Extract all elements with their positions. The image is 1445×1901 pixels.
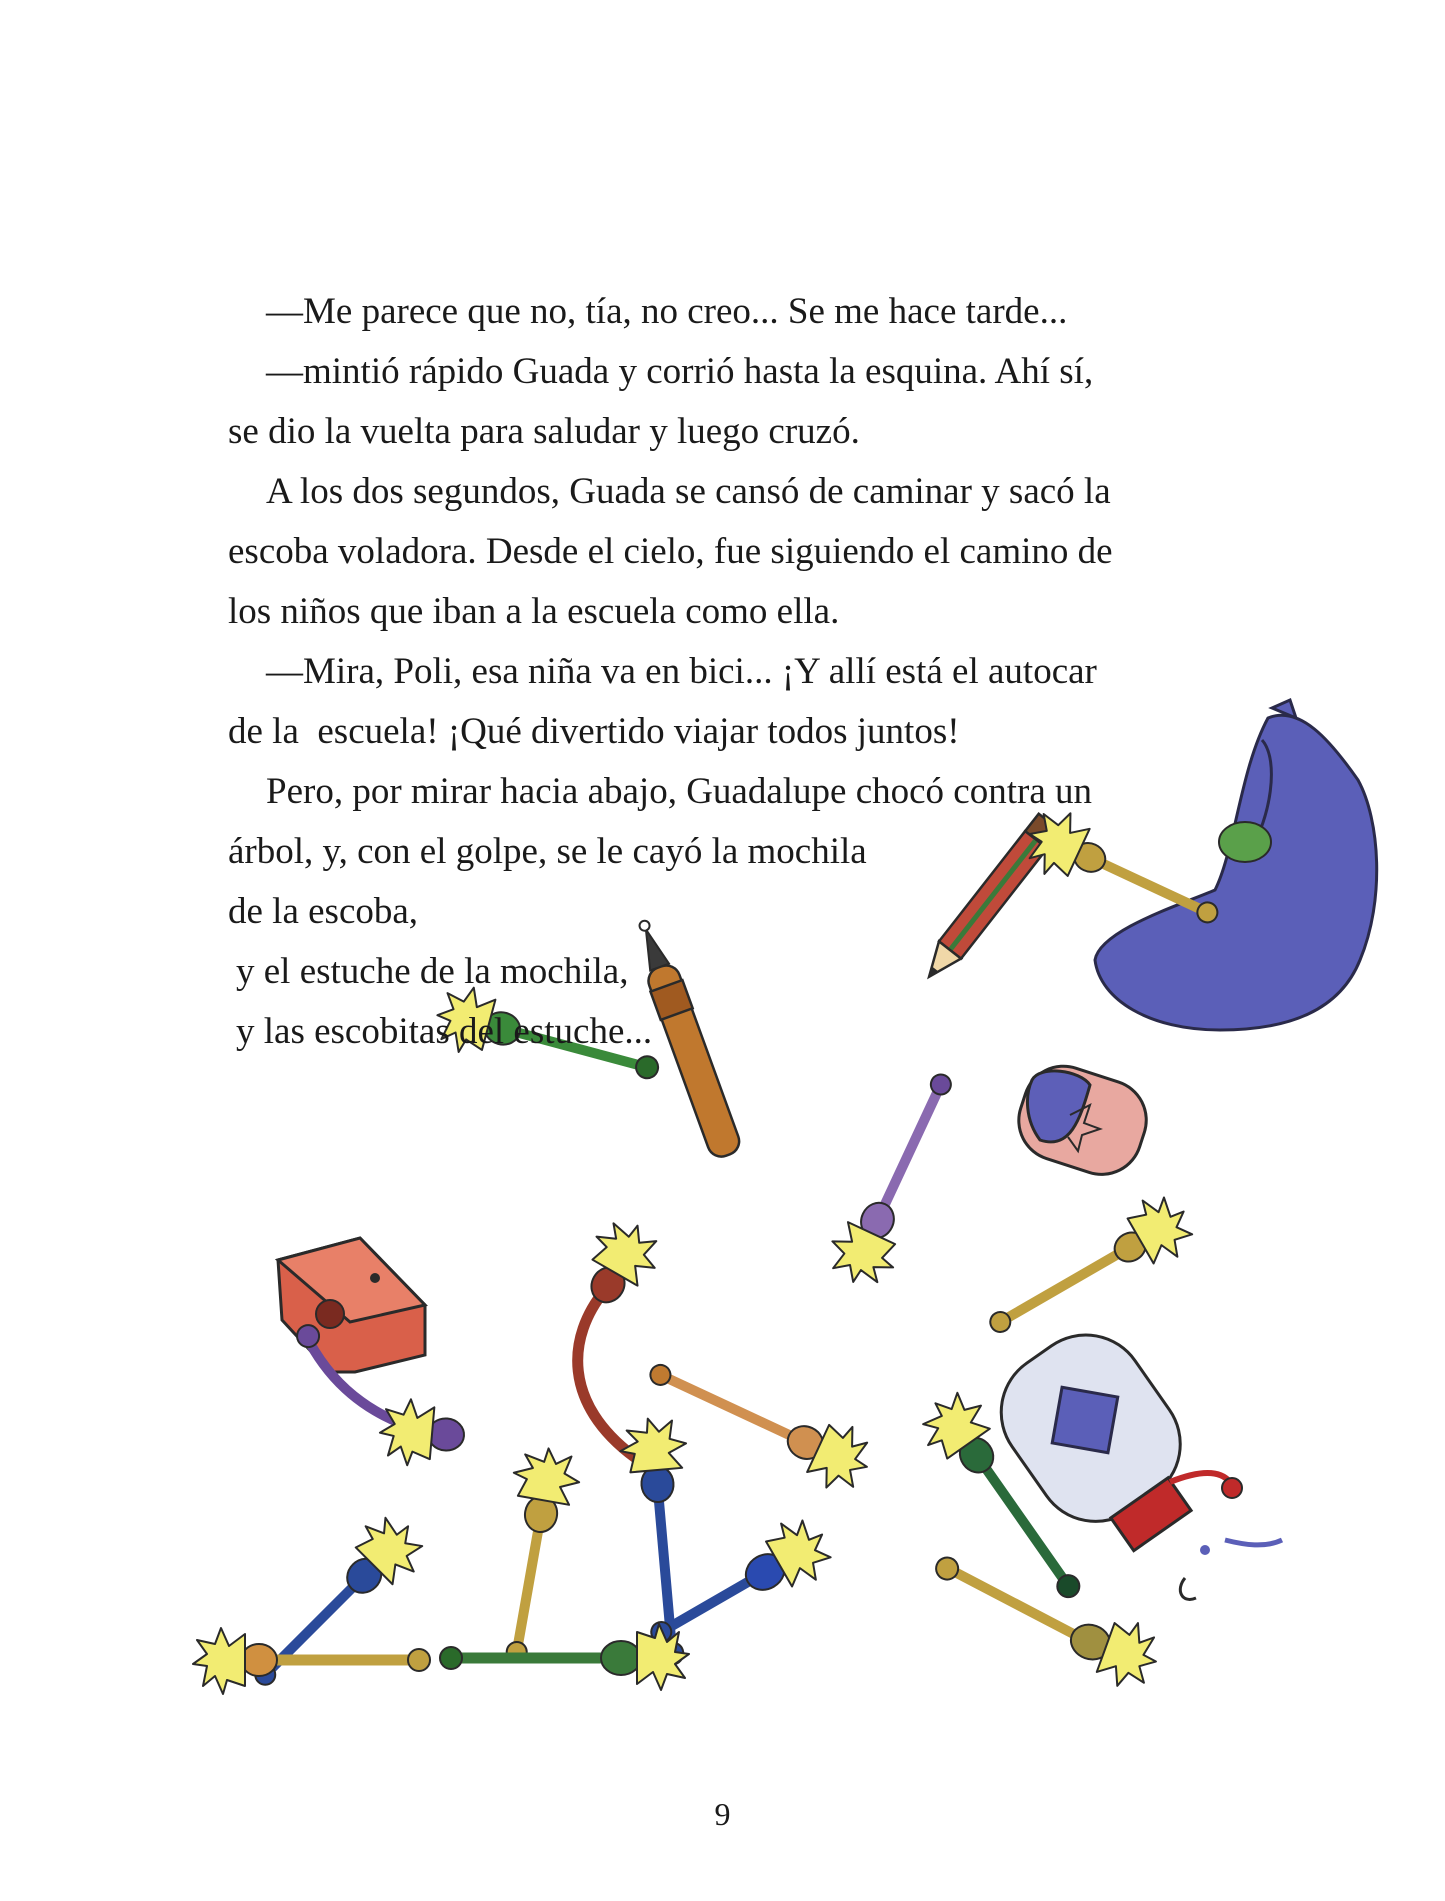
story-line: —Mira, Poli, esa niña va en bici... ¡Y allí está el autocar: [266, 651, 1097, 692]
broom: [511, 1211, 737, 1458]
story-line: árbol, y, con el golpe, se le cayó la mochila: [228, 831, 867, 872]
story-line: Pero, por mirar hacia abajo, Guadalupe chocó contra un: [266, 771, 1092, 812]
story-line: se dio la vuelta para saludar y luego cruzó.: [228, 411, 860, 452]
story-line: los niños que iban a la escuela como ella.: [228, 591, 840, 632]
broom: [482, 1443, 585, 1667]
story-line: de la escuela! ¡Qué divertido viajar todos juntos!: [228, 711, 960, 752]
story-line: y el estuche de la mochila,: [236, 951, 629, 992]
sharpener: [278, 1238, 425, 1372]
broom: [919, 1552, 1166, 1696]
story-line: escoba voladora. Desde el cielo, fue siguiendo el camino de: [228, 531, 1113, 572]
ink-bottle: [978, 1311, 1224, 1573]
story-line: A los dos segundos, Guada se cansó de caminar y sacó la: [266, 471, 1111, 512]
broom: [975, 1186, 1202, 1355]
broom: [193, 1628, 430, 1694]
story-text: [228, 282, 1238, 1062]
story-line: de la escoba,: [228, 891, 419, 932]
eraser: [1008, 1056, 1156, 1185]
broom: [821, 1062, 976, 1295]
story-line: —mintió rápido Guada y corrió hasta la esquina. Ahí sí,: [266, 351, 1094, 392]
broom: [638, 1340, 880, 1500]
page-number: 9: [714, 1796, 731, 1832]
story-line: —Me parece que no, tía, no creo... Se me hace tarde...: [266, 291, 1068, 332]
story-line: y las escobitas del estuche...: [236, 1011, 653, 1052]
